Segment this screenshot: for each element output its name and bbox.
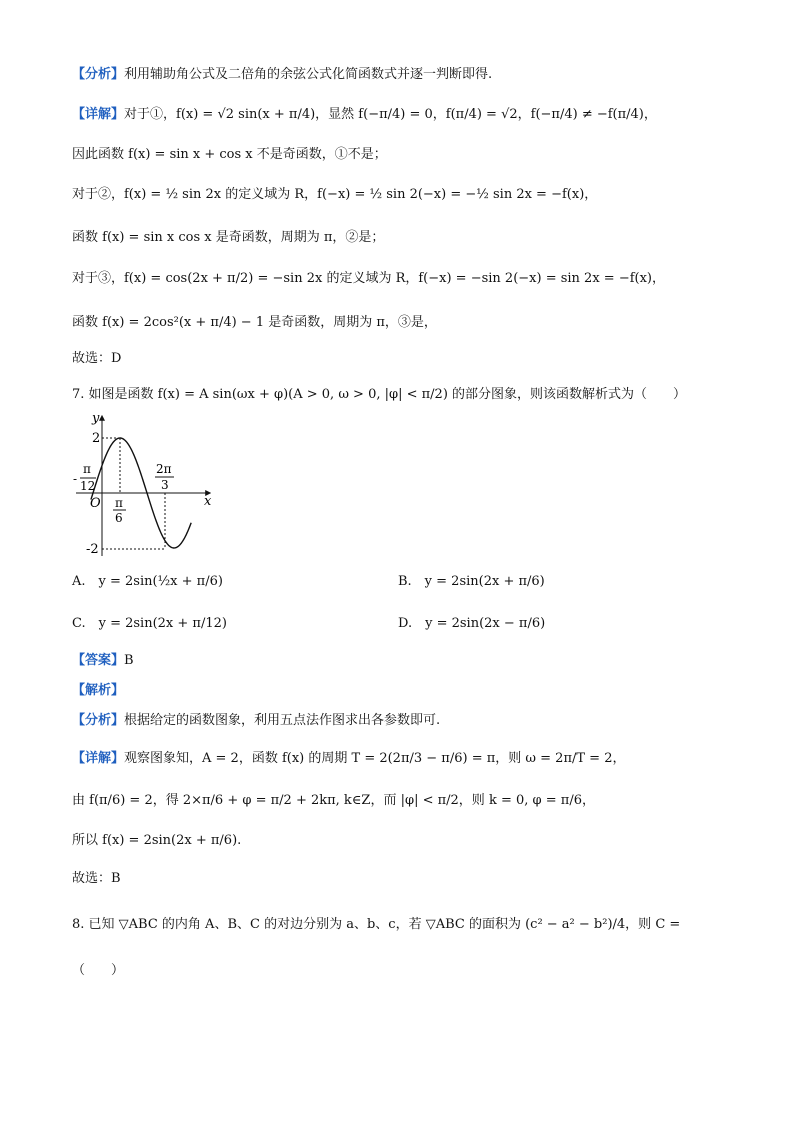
peak-x-tick-den: 6 (115, 511, 123, 525)
prev-detail-line-1 (72, 106, 657, 124)
q7-answer-line (72, 652, 134, 670)
neg-x-tick-dash: - (73, 472, 78, 486)
q7-detail-line-2: 由 f(π/6) = 2，得 2×π/6 + φ = π/2 + 2kπ, k∈Z，而 |φ| < π/2，则 k = 0, φ = π/6， (72, 793, 595, 808)
q7-explain-line (72, 682, 124, 700)
answer-value: B (124, 653, 134, 668)
detail-tag: 【详解】 (72, 107, 125, 122)
q7-detail-tag: 【详解】 (72, 751, 125, 766)
analysis-text: 利用辅助角公式及二倍角的余弦公式化简函数式并逐一判断即得. (124, 67, 493, 82)
y-max-label: 2 (92, 431, 101, 446)
q7-stem: 7. 如图是函数 f(x) = A sin(ωx + φ)(A > 0, ω > 0, |φ| < π/2) 的部分图象，则该函数解析式为（ ） (72, 387, 687, 402)
prev-detail-line-6: 函数 f(x) = 2cos²(x + π/4) − 1 是奇函数，周期为 π，③是， (72, 315, 437, 330)
prev-choice-line: 故选：D (72, 351, 122, 366)
q7-detail-text: 观察图象知，A = 2，函数 f(x) 的周期 T = 2(2π/3 − π/6) = π，则 ω = 2π/T = 2， (124, 751, 626, 766)
prev-detail-line-4: 函数 f(x) = sin x cos x 是奇函数，周期为 π，②是； (72, 230, 385, 245)
y-min-label: -2 (86, 542, 99, 557)
q8-blank: （ ） (72, 963, 125, 978)
q7-analysis-line (72, 712, 440, 730)
q7-analysis-tag: 【分析】 (72, 713, 125, 728)
explain-tag: 【解析】 (72, 683, 125, 698)
prev-detail-line-2: 因此函数 f(x) = sin x + cos x 不是奇函数，①不是； (72, 147, 387, 162)
y-axis-label: y (92, 411, 100, 426)
q7-option-b: B. y = 2sin(2x + π/6) (398, 574, 545, 589)
q7-detail-line-1 (72, 750, 625, 768)
neg-x-tick-den: 12 (80, 479, 96, 493)
prev-analysis-line (72, 66, 492, 84)
prev-detail-line-5: 对于③，f(x) = cos(2x + π/2) = −sin 2x 的定义域为 R，f(−x) = −sin 2(−x) = sin 2x = −f(x)， (72, 271, 665, 286)
peak-x-tick-num: π (115, 496, 123, 510)
q7-analysis-text: 根据给定的函数图象，利用五点法作图求出各参数即可. (124, 713, 441, 728)
answer-tag: 【答案】 (72, 653, 125, 668)
neg-x-tick-num: π (83, 462, 91, 476)
q7-option-c: C. y = 2sin(2x + π/12) (72, 616, 227, 631)
q7-choice-line: 故选：B (72, 871, 121, 886)
x-axis-label: x (204, 494, 212, 509)
zero-x-tick-num: 2π (156, 462, 172, 476)
detail-text: 对于①，f(x) = √2 sin(x + π/4)，显然 f(−π/4) = 0，f(π/4) = √2，f(−π/4) ≠ −f(π/4)， (124, 107, 657, 122)
prev-detail-line-3: 对于②，f(x) = ½ sin 2x 的定义域为 R，f(−x) = ½ sin 2(−x) = −½ sin 2x = −f(x)， (72, 187, 598, 202)
q7-graph (70, 410, 220, 558)
q8-stem: 8. 已知 ▽ABC 的内角 A、B、C 的对边分别为 a、b、c，若 ▽ABC 的面积为 (c² − a² − b²)/4，则 C = (72, 917, 681, 932)
origin-label: O (90, 496, 101, 511)
zero-x-tick-den: 3 (161, 478, 169, 492)
analysis-tag: 【分析】 (72, 67, 125, 82)
q7-detail-line-3: 所以 f(x) = 2sin(2x + π/6). (72, 833, 242, 848)
q7-option-a: A. y = 2sin(½x + π/6) (72, 574, 223, 589)
q7-option-d: D. y = 2sin(2x − π/6) (398, 616, 546, 631)
